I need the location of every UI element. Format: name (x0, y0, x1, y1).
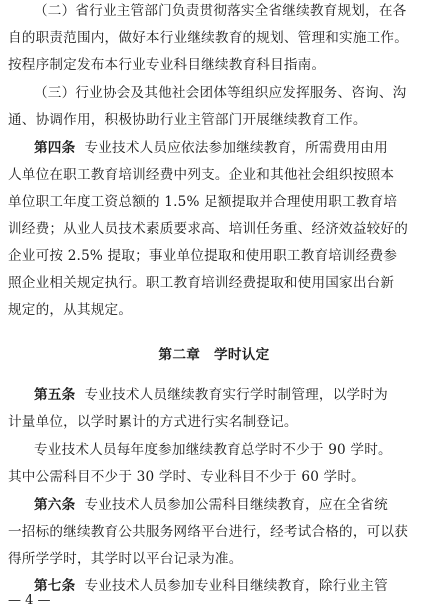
paragraph-2-line-3: 按程序制定发布本行业专业科目继续教育科目指南。 (8, 57, 326, 73)
article-4-line-6: 照企业相关规定执行。职工教育培训经费提取和使用国家出台新 (8, 275, 395, 291)
document-page (8, 0, 420, 616)
chapter-title: 第二章 学时认定 (158, 347, 270, 363)
page-number: — 4 — (8, 593, 51, 608)
article-5-line-1 (34, 386, 420, 404)
article-4-line-1 (34, 139, 420, 157)
paragraph-3-line-1: （三）行业协会及其他社会团体等组织应发挥服务、咨询、沟 (34, 85, 407, 101)
article-4-line-7: 规定的，从其规定。 (8, 302, 133, 318)
article-6-text-1: 专业技术人员参加公需科目继续教育，应在全省统 (84, 497, 388, 513)
paragraph-2-line-1: （二）省行业主管部门负责贯彻落实全省继续教育规划，在各 (34, 3, 407, 19)
article-4-line-5: 企业可按 2.5% 提取；事业单位提取和使用职工教育培训经费参 (8, 248, 398, 264)
article-6-line-1 (34, 496, 420, 514)
article-7-label: 第七条 (34, 578, 76, 594)
article-7-line-1 (34, 577, 420, 595)
paragraph-2-line-2: 自的职责范围内，做好本行业继续教育的规划、管理和实施工作。 (8, 30, 409, 46)
article-4-line-3: 单位职工年度工资总额的 1.5% 足额提取并合理使用职工教育培 (8, 194, 398, 210)
article-7-text-1: 专业技术人员参加专业科目继续教育，除行业主管 (84, 578, 388, 594)
article-5-line-2: 计量单位，以学时累计的方式进行实名制登记。 (8, 414, 298, 430)
paragraph-3-line-2: 通、协调作用，积极协助行业主管部门开展继续教育工作。 (8, 112, 367, 128)
article-6-label: 第六条 (34, 497, 76, 513)
article-6-line-2: 一招标的继续教育公共服务网络平台进行，经考试合格的，可以获 (8, 524, 409, 540)
article-5-text-1: 专业技术人员继续教育实行学时制管理，以学时为 (84, 387, 388, 403)
article-5-line-4: 其中公需科目不少于 30 学时、专业科目不少于 60 学时。 (8, 469, 365, 485)
article-5-label: 第五条 (34, 387, 76, 403)
article-4-line-4: 训经费；从业人员技术素质要求高、培训任务重、经济效益较好的 (8, 221, 409, 237)
article-4-text-1: 专业技术人员应依法参加继续教育，所需费用由用 (84, 140, 388, 156)
article-5-line-3: 专业技术人员每年度参加继续教育总学时不少于 90 学时。 (34, 442, 392, 458)
article-6-line-3: 得所学学时，其学时以平台记录为准。 (8, 551, 243, 567)
article-4-label: 第四条 (34, 140, 76, 156)
article-4-line-2: 人单位在职工教育培训经费中列支。企业和其他社会组织按照本 (8, 167, 395, 183)
